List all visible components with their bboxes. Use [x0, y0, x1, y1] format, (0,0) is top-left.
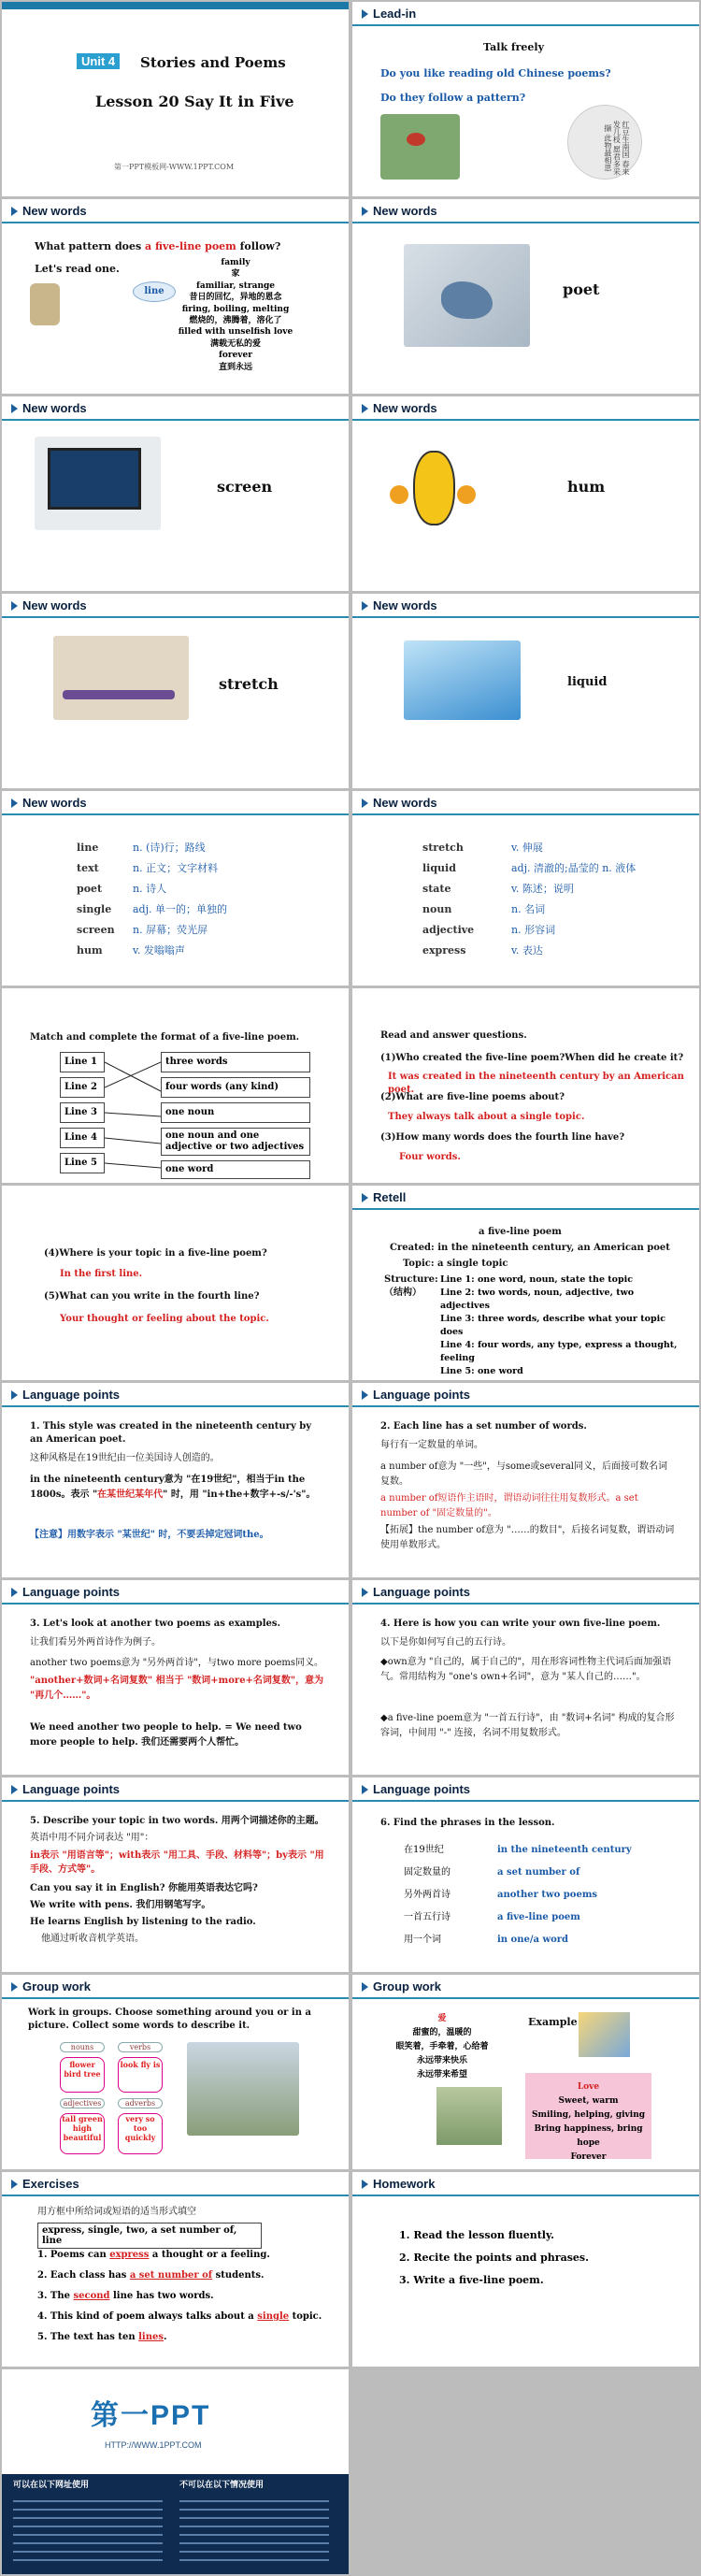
triangle-icon [362, 207, 368, 216]
slide-header: New words [2, 199, 349, 223]
slide-header: Lead-in [352, 2, 699, 26]
format-label: one noun [161, 1102, 310, 1123]
point-note-five-line: ◆a five-line poem意为 "一首五行诗"，由 "数词+名词" 构成的复合形容词，中间用 "-" 连接，名词不用复数形式。 [380, 1713, 675, 1738]
disallowed-list [179, 2500, 329, 2566]
point-sentence: 3. Let's look at another two poems as examples. [30, 1619, 280, 1629]
screen-image [35, 437, 161, 530]
format-label: one word [161, 1160, 310, 1179]
poem-chinese: 爱 甜蜜的，温暖的 眼笑着，手牵着，心给着 永远带来快乐 永远带来希望 [395, 2014, 489, 2080]
slide-header: New words [2, 594, 349, 618]
triangle-icon [362, 1785, 368, 1794]
sample-poem: family 家 familiar, strange 昔日的回忆，异地的恩念 firing, boiling, melting 燃烧的，沸腾着，溶化了 filled with unselfish love 满载无私的爱 forever 直到永远 [178, 258, 293, 372]
retell-created: Created: in the nineteenth century, an American poet [390, 1243, 670, 1253]
point-example-1: Can you say it in English? 你能用英语表达它吗? [30, 1883, 258, 1893]
slide-header: Language points [2, 1777, 349, 1802]
couple-image [436, 2087, 502, 2145]
point-example: We need another two people to help. = We need two more people to help. 我们还需要两个人帮忙。 [30, 1722, 302, 1748]
answer-3: Four words. [399, 1152, 461, 1162]
line-label: Line 4 [60, 1128, 105, 1148]
footer-text: 第一PPT模板网-WWW.1PPT.COM [114, 163, 235, 171]
point-highlight: 在某世纪某年代 [97, 1489, 164, 1500]
retell-lines: Line 1: one word, noun, state the topic Line 2: two words, noun, adjective, two adjectives Line 3: three words, describe what your topic does Line 4: four words, any type, express a thought, feeling Line 5: one word [440, 1274, 678, 1376]
point-caution-label: 【注意】 [30, 1530, 67, 1540]
point-note-own: ◆own意为 "自己的，属于自己的"，用在形容词性物主代词后面加强语气。常用结构为 "one's own+名词"，意为 "某人自己的……"。 [380, 1657, 672, 1682]
list-item: poet n. 诗人 [77, 883, 167, 895]
slide-language-points-3 [2, 1580, 349, 1775]
slide-language-points-5 [2, 1777, 349, 1972]
list-item: 3. Write a five-line poem. [399, 2274, 544, 2286]
sound-icon [457, 485, 476, 504]
slide-new-words-screen [2, 396, 349, 591]
line-label: Line 1 [60, 1052, 105, 1072]
word-list [422, 838, 636, 961]
question-2: (2)What are five-line poems about? [380, 1092, 565, 1102]
question-4: (4)Where is your topic in a five-line poem? [44, 1248, 267, 1259]
point-highlight: a number of短语作主语时，谓语动词往往用复数形式。a set number of "固定数量的"。 [380, 1493, 638, 1518]
slide-phrases [352, 1777, 699, 1972]
word-list [77, 838, 227, 961]
triangle-icon [11, 1390, 18, 1400]
group-intro: Work in groups. Choose something around you or in a picture. Collect some words to describe it. [28, 2008, 311, 2031]
family-image [579, 2012, 630, 2057]
list-item: liquid adj. 清澈的;晶莹的 n. 液体 [422, 862, 637, 874]
slide-header: Retell [352, 1186, 699, 1210]
list-item: screen n. 屏幕；荧光屏 [77, 924, 208, 936]
poem-english: Love Sweet, warm Smiling, helping, giving Bring happiness, bring hope Forever [525, 2073, 651, 2159]
slide-header: New words [2, 396, 349, 421]
word-screen: screen [217, 478, 273, 496]
humming-bee-image [413, 451, 455, 525]
triangle-icon [11, 601, 18, 611]
triangle-icon [362, 404, 368, 413]
question-highlight: a five-line poem [145, 240, 236, 252]
slide-new-words-stretch [2, 594, 349, 788]
point-sentence: 1. This style was created in the nineteenth century by an American poet. [30, 1421, 312, 1445]
word-map: nouns verbs flower bird tree look fly is adjectives adverbs tall green high beautiful very so too quickly [60, 2042, 172, 2154]
line-bubble: line [133, 281, 176, 302]
triangle-icon [362, 1588, 368, 1597]
birds-lake-image [187, 2042, 299, 2136]
poem-seal-image: 红豆生南国 春来发几枝 愿君多采撷 此物最相思 [567, 105, 642, 180]
question-1: (1)Who created the five-line poem?When did he create it? [380, 1053, 684, 1063]
point-example-3-translation: 他通过听收音机学英语。 [41, 1934, 144, 1944]
slide-header: Homework [352, 2172, 699, 2196]
brand-url: HTTP://WWW.1PPT.COM [105, 2440, 202, 2450]
line-column [60, 1052, 105, 1173]
point-highlight: "another+数词+名词复数" 相当于 "数词+more+名词复数"，意为 "再几个……"。 [30, 1676, 324, 1701]
format-label: one noun and one adjective or two adjectives [161, 1128, 310, 1156]
slide-header: New words [352, 199, 699, 223]
allowed-title: 可以在以下网址使用 [13, 2481, 90, 2490]
triangle-icon [11, 2180, 18, 2189]
slide-language-points-2 [352, 1383, 699, 1577]
slide-language-points-4 [352, 1580, 699, 1775]
triangle-icon [11, 799, 18, 808]
triangle-icon [362, 1193, 368, 1202]
point-highlight: in表示 "用语言等"；with表示 "用工具、手段、材料等"；by表示 "用手段、方式等"。 [30, 1850, 324, 1875]
triangle-icon [362, 9, 368, 19]
retell-topic: Topic: a single topic [403, 1259, 508, 1269]
slide-header: Exercises [2, 2172, 349, 2196]
answer-5: Your thought or feeling about the topic. [60, 1314, 269, 1324]
list-item: stretch v. 伸展 [422, 842, 543, 854]
example-label: Example [528, 2016, 578, 2028]
word-hum: hum [567, 478, 606, 496]
slide-group-work-1 [2, 1975, 349, 2169]
point-note: another two poems意为 "另外两首诗"，与two more poems同义。 [30, 1658, 323, 1668]
slide-header: Language points [2, 1580, 349, 1605]
slide-header: Language points [352, 1777, 699, 1802]
point-note: 英语中用不同介词表达 "用"： [30, 1833, 154, 1843]
retell-structure: Structure: [384, 1274, 438, 1285]
list-item: express v. 表达 [422, 944, 543, 957]
list-item: text n. 正文；文字材料 [77, 862, 219, 874]
disallowed-title: 不可以在以下情况使用 [179, 2481, 265, 2490]
triangle-icon [11, 1785, 18, 1794]
slide-header: New words [352, 594, 699, 618]
list-item: 2. Each class has a set number of students. [37, 2270, 265, 2281]
slide-exercises [2, 2172, 349, 2367]
word-liquid: liquid [567, 675, 608, 689]
point-sentence: 2. Each line has a set number of words. [380, 1421, 587, 1432]
phrase-list [404, 1839, 632, 1951]
poet-painting-image [404, 244, 530, 347]
lesson-title: Lesson 20 Say It in Five [95, 93, 294, 110]
slide-header: Language points [352, 1383, 699, 1407]
slide-lead-in [352, 2, 699, 196]
list-item: 固定数量的 a set number of [404, 1867, 580, 1878]
brand-logo: 第一PPT [91, 2400, 211, 2431]
list-item: noun n. 名词 [422, 903, 546, 915]
unit-badge: Unit 4 [77, 53, 120, 69]
sound-icon [390, 485, 408, 504]
talk-freely: Talk freely [483, 41, 544, 53]
list-item: 3. The second line has two words. [37, 2291, 214, 2301]
question-2: Do they follow a pattern? [380, 92, 526, 104]
slide-questions-cont [2, 1186, 349, 1380]
triangle-icon [11, 1588, 18, 1597]
list-item: 在19世纪 in the nineteenth century [404, 1845, 632, 1855]
slide-header: Language points [352, 1580, 699, 1605]
slide-homework [352, 2172, 699, 2367]
question-text: What pattern does [35, 240, 146, 252]
point-note: a number of意为 "一些"，与some或several同义，后面接可数名词复数。 [380, 1461, 667, 1487]
slide-header: New words [352, 791, 699, 815]
child-reading-image [30, 283, 60, 325]
water-image [404, 640, 521, 720]
slide-retell [352, 1186, 699, 1380]
list-item: 5. The text has ten lines. [37, 2332, 167, 2342]
triangle-icon [11, 1982, 18, 1992]
list-item: 2. Recite the points and phrases. [399, 2252, 589, 2264]
slide-header: Group work [2, 1975, 349, 1999]
point-extension: 【拓展】the number of意为 "……的数目"，后接名词复数，谓语动词使用单数形式。 [380, 1525, 675, 1550]
triangle-icon [362, 601, 368, 611]
line-label: Line 5 [60, 1153, 105, 1173]
triangle-icon [362, 1390, 368, 1400]
slide-brand-footer [2, 2369, 349, 2574]
slide-new-words-liquid [352, 594, 699, 788]
triangle-icon [362, 799, 368, 808]
phrases-title: 6. Find the phrases in the lesson. [380, 1818, 555, 1828]
slide-header: New words [2, 791, 349, 815]
triangle-icon [362, 2180, 368, 2189]
slide-new-words-poem-pattern [2, 199, 349, 394]
point-sentence: 4. Here is how you can write your own five-line poem. [380, 1619, 661, 1629]
list-item: line n. (诗)行；路线 [77, 842, 206, 854]
match-title: Match and complete the format of a five-line poem. [30, 1032, 300, 1043]
line-label: Line 2 [60, 1077, 105, 1098]
point-note: in the nineteenth century意为 "在19世纪"，相当于in the 1800s。表示 " [30, 1475, 306, 1500]
slide-new-words-poet [352, 199, 699, 394]
answer-4: In the first line. [60, 1269, 143, 1279]
retell-title: a five-line poem [479, 1227, 562, 1237]
word-box: express, single, two, a set number of, line [37, 2223, 262, 2249]
answer-2: They always talk about a single topic. [388, 1112, 585, 1122]
list-item: adjective n. 形容词 [422, 924, 556, 936]
homework-list [399, 2224, 589, 2292]
question-5: (5)What can you write in the fourth line? [44, 1291, 260, 1302]
point-sentence: 5. Describe your topic in two words. 用两个词描述你的主题。 [30, 1816, 324, 1826]
point-note-end: " 时，用 "in+the+数字+-s/-'s"。 [163, 1489, 316, 1500]
read-title: Read and answer questions. [380, 1030, 527, 1041]
slide-new-words-list-2 [352, 791, 699, 986]
slide-header: New words [352, 396, 699, 421]
format-label: four words (any kind) [161, 1077, 310, 1098]
word-poet: poet [563, 281, 600, 298]
allowed-list [13, 2500, 163, 2566]
exercise-intro: 用方框中所给词或短语的适当形式填空 [37, 2207, 196, 2217]
answer-1: It was created in the nineteenth century by an American poet. [388, 1072, 684, 1095]
line-label: Line 3 [60, 1102, 105, 1123]
slide-new-words-list-1 [2, 791, 349, 986]
list-item: hum v. 发嗡嗡声 [77, 944, 185, 957]
list-item: 一首五行诗 a five-line poem [404, 1912, 580, 1922]
point-caution: 用数字表示 "某世纪" 时，不要丢掉定冠词the。 [67, 1530, 269, 1540]
triangle-icon [11, 207, 18, 216]
list-item: single adj. 单一的；单独的 [77, 903, 228, 915]
list-item: 4. This kind of poem always talks about a single topic. [37, 2311, 322, 2322]
triangle-icon [11, 404, 18, 413]
slide-header: Group work [352, 1975, 699, 1999]
word-stretch: stretch [219, 675, 279, 693]
triangle-icon [362, 1982, 368, 1992]
question-1: Do you like reading old Chinese poems? [380, 67, 611, 79]
red-bean-image [380, 114, 460, 180]
point-translation: 每行有一定数量的单词。 [380, 1440, 483, 1450]
point-translation: 以下是你如何写自己的五行诗。 [380, 1637, 511, 1648]
unit-title: Stories and Poems [140, 54, 286, 71]
read-one: Let's read one. [35, 263, 120, 275]
list-item: 用一个词 in one/a word [404, 1935, 569, 1945]
point-example-3: He learns English by listening to the radio. [30, 1917, 256, 1927]
point-translation: 让我们看另外两首诗作为例子。 [30, 1637, 161, 1648]
slide-group-work-2 [352, 1975, 699, 2169]
slide-language-points-1 [2, 1383, 349, 1577]
format-column [161, 1052, 310, 1179]
question-end: follow? [236, 240, 281, 252]
list-item: 1. Read the lesson fluently. [399, 2229, 554, 2241]
slide-new-words-hum [352, 396, 699, 591]
slide-match-format [2, 988, 349, 1183]
retell-jiegou: （结构） [384, 1288, 422, 1298]
point-example-2: We write with pens. 我们用钢笔写字。 [30, 1900, 211, 1910]
match-lines [105, 1052, 161, 1178]
list-item: state v. 陈述；说明 [422, 883, 574, 895]
point-translation: 这种风格是在19世纪由一位美国诗人创造的。 [30, 1453, 220, 1463]
list-item: 1. Poems can express a thought or a feeling. [37, 2250, 270, 2260]
slide-header: Language points [2, 1383, 349, 1407]
format-label: three words [161, 1052, 310, 1072]
slide-read-answer [352, 988, 699, 1183]
slide-title [2, 2, 349, 196]
list-item: 另外两首诗 another two poems [404, 1890, 598, 1900]
exercise-list [37, 2245, 322, 2348]
question-3: (3)How many words does the fourth line have? [380, 1132, 625, 1143]
stretch-image [53, 636, 189, 720]
